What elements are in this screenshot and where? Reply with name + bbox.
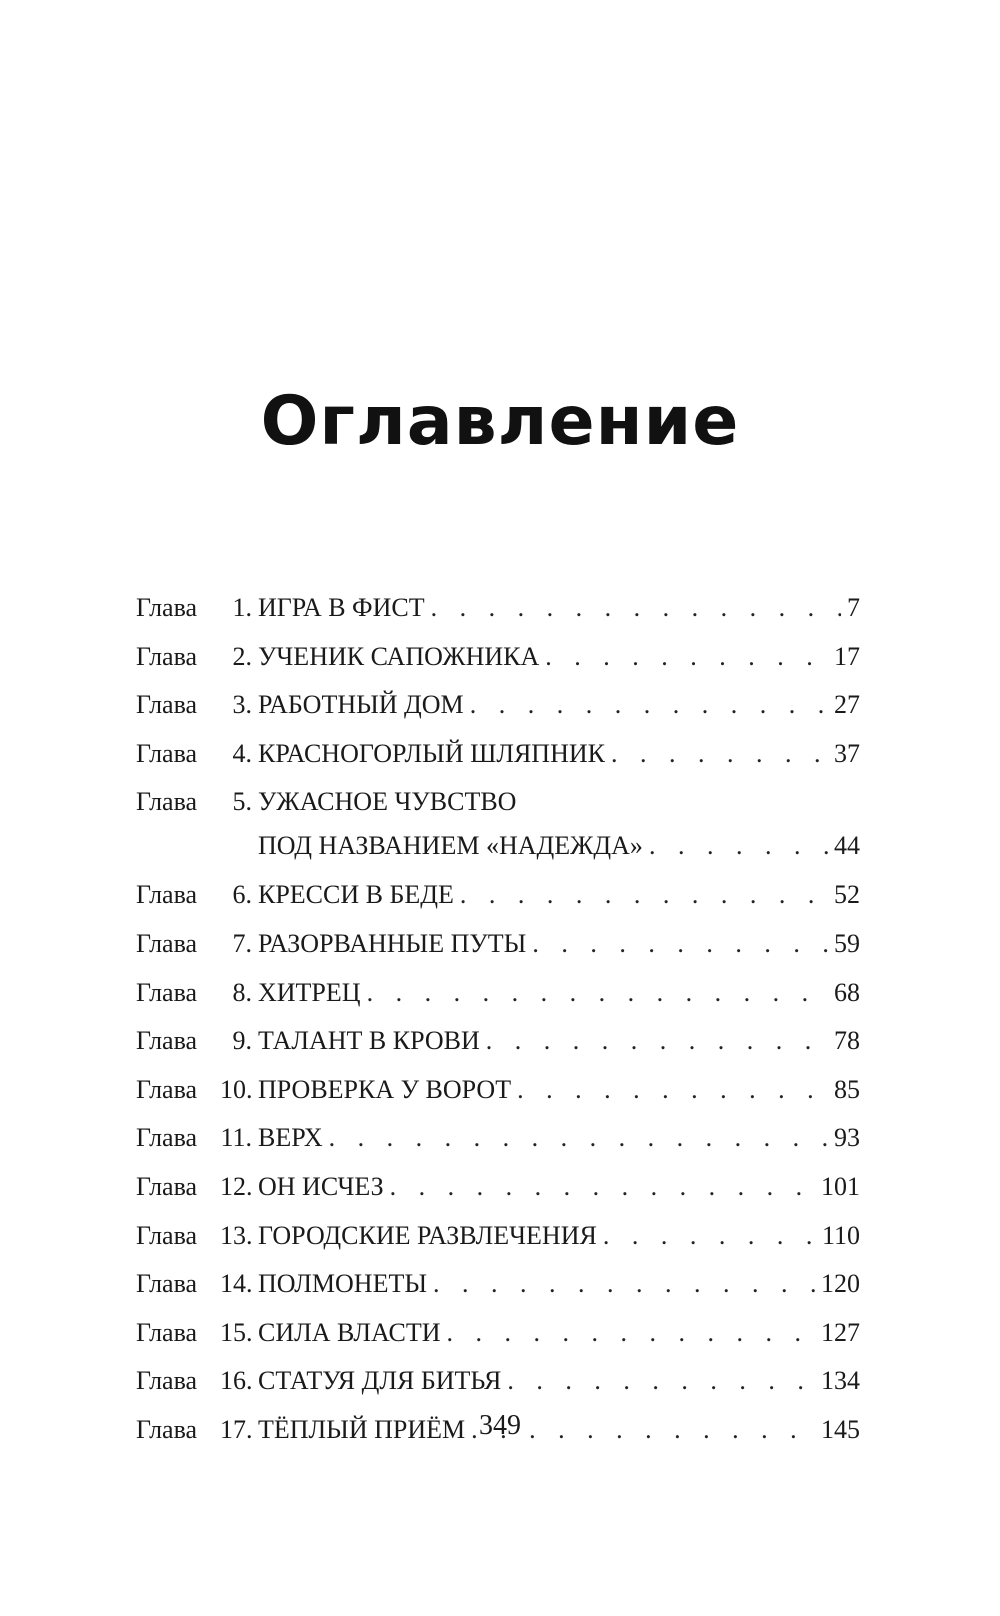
chapter-label: Глава: [136, 1026, 198, 1056]
chapter-label: Глава: [136, 787, 198, 817]
toc-entry[interactable]: [136, 871, 860, 920]
chapter-title: КРАСНОГОРЛЫЙ ШЛЯПНИК: [258, 738, 605, 768]
page-number: 68: [834, 977, 860, 1007]
chapter-label: Глава: [136, 1171, 198, 1201]
chapter-number: 7.: [232, 928, 252, 958]
page-number: 110: [821, 1220, 860, 1250]
chapter-number: 1.: [232, 593, 252, 622]
page-number: 134: [821, 1366, 860, 1396]
toc-entry[interactable]: [136, 1163, 860, 1212]
leader-dots: [507, 1357, 815, 1406]
leader-dots: [470, 681, 828, 730]
chapter-label: Глава: [136, 928, 198, 958]
leader-dots: [486, 1017, 828, 1066]
page-number: 7: [847, 593, 860, 622]
chapter-label: Глава: [136, 641, 198, 671]
chapter-label: Глава: [136, 1366, 198, 1396]
chapter-title: ВЕРХ: [258, 1123, 323, 1153]
chapter-label: Глава: [136, 880, 198, 910]
page-number: 127: [821, 1317, 860, 1347]
chapter-number: 14.: [220, 1269, 253, 1299]
chapter-number: 6.: [232, 880, 252, 910]
chapter-title: СТАТУЯ ДЛЯ БИТЬЯ: [258, 1366, 502, 1396]
toc-entry[interactable]: [136, 1309, 860, 1358]
chapter-label: Глава: [136, 1414, 198, 1444]
page-title: Оглавление: [260, 382, 740, 461]
leader-dots: [611, 730, 828, 779]
leader-dots: [329, 1114, 828, 1163]
toc-entry[interactable]: [136, 1114, 860, 1163]
chapter-title: ПОЛМОНЕТЫ: [258, 1269, 427, 1299]
chapter-label: Глава: [136, 1269, 198, 1299]
chapter-number: 17.: [220, 1414, 253, 1444]
leader-dots: [447, 1309, 816, 1358]
chapter-number: 2.: [232, 641, 252, 671]
chapter-title: ОН ИСЧЕЗ: [258, 1171, 384, 1201]
chapter-label: Глава: [136, 738, 198, 768]
chapter-number: 15.: [220, 1317, 253, 1347]
toc-entry[interactable]: [136, 681, 860, 730]
leader-dots: [367, 969, 828, 1018]
page-number: 85: [834, 1074, 860, 1104]
toc-entry[interactable]: [136, 1017, 860, 1066]
leader-dots: [460, 871, 828, 920]
page-number: 145: [821, 1414, 860, 1444]
page-number: 52: [834, 880, 860, 910]
toc-entry[interactable]: [136, 730, 860, 779]
table-of-contents: [136, 584, 860, 1455]
chapter-title-continuation: ПОД НАЗВАНИЕМ «НАДЕЖДА»: [258, 831, 643, 861]
page-number: 78: [834, 1026, 860, 1056]
chapter-title: ХИТРЕЦ: [258, 977, 361, 1007]
chapter-label: Глава: [136, 593, 198, 622]
chapter-label: Глава: [136, 977, 198, 1007]
chapter-title: ТАЛАНТ В КРОВИ: [258, 1026, 480, 1056]
page-number: 120: [821, 1269, 860, 1299]
chapter-title: ТЁПЛЫЙ ПРИЁМ: [258, 1414, 466, 1444]
page-number: 37: [834, 738, 860, 768]
page-number: 27: [834, 690, 860, 720]
chapter-number: 10.: [220, 1074, 253, 1104]
chapter-number: 8.: [232, 977, 252, 1007]
page-number: 101: [821, 1171, 860, 1201]
chapter-title: РАЗОРВАННЫЕ ПУТЫ: [258, 928, 527, 958]
leader-dots: [433, 1260, 815, 1309]
chapter-title: КРЕССИ В БЕДЕ: [258, 880, 454, 910]
chapter-number: 11.: [220, 1123, 252, 1153]
toc-entry[interactable]: [136, 1066, 860, 1115]
toc-entry[interactable]: [136, 1212, 860, 1261]
leader-dots: [545, 633, 828, 682]
chapter-label: Глава: [136, 1317, 198, 1347]
leader-dots: [532, 920, 828, 969]
folio-page-number: 349: [479, 1410, 521, 1441]
chapter-number: 13.: [220, 1220, 253, 1250]
chapter-number: 12.: [220, 1171, 253, 1201]
toc-entry[interactable]: [136, 969, 860, 1018]
page-number: 93: [834, 1123, 860, 1153]
chapter-label: Глава: [136, 1074, 198, 1104]
chapter-number: 5.: [232, 787, 252, 817]
leader-dots: [390, 1163, 815, 1212]
chapter-number: 4.: [232, 738, 252, 768]
toc-entry[interactable]: [136, 584, 860, 633]
leader-dots: [431, 584, 841, 633]
chapter-label: Глава: [136, 1220, 198, 1250]
leader-dots: [603, 1212, 816, 1261]
leader-dots: [517, 1066, 828, 1115]
chapter-title: СИЛА ВЛАСТИ: [258, 1317, 441, 1347]
chapter-title: УЧЕНИК САПОЖНИКА: [258, 641, 540, 671]
page-number: 17: [834, 641, 860, 671]
chapter-label: Глава: [136, 690, 198, 720]
toc-entry[interactable]: [136, 633, 860, 682]
page-number: 44: [834, 831, 860, 861]
toc-entry[interactable]: [136, 1357, 860, 1406]
leader-dots: [649, 822, 828, 870]
chapter-number: 3.: [232, 690, 252, 720]
toc-entry[interactable]: [136, 920, 860, 969]
chapter-label: Глава: [136, 1123, 198, 1153]
chapter-title: РАБОТНЫЙ ДОМ: [258, 690, 464, 720]
chapter-title: ГОРОДСКИЕ РАЗВЛЕЧЕНИЯ: [258, 1220, 597, 1250]
chapter-number: 16.: [220, 1366, 253, 1396]
chapter-title: УЖАСНОЕ ЧУВСТВО: [258, 787, 517, 817]
page-number: 59: [834, 928, 860, 958]
toc-entry[interactable]: [136, 778, 860, 871]
toc-entry[interactable]: [136, 1260, 860, 1309]
chapter-title: ИГРА В ФИСТ: [258, 593, 425, 622]
chapter-title: ПРОВЕРКА У ВОРОТ: [258, 1074, 512, 1104]
chapter-number: 9.: [232, 1026, 252, 1056]
